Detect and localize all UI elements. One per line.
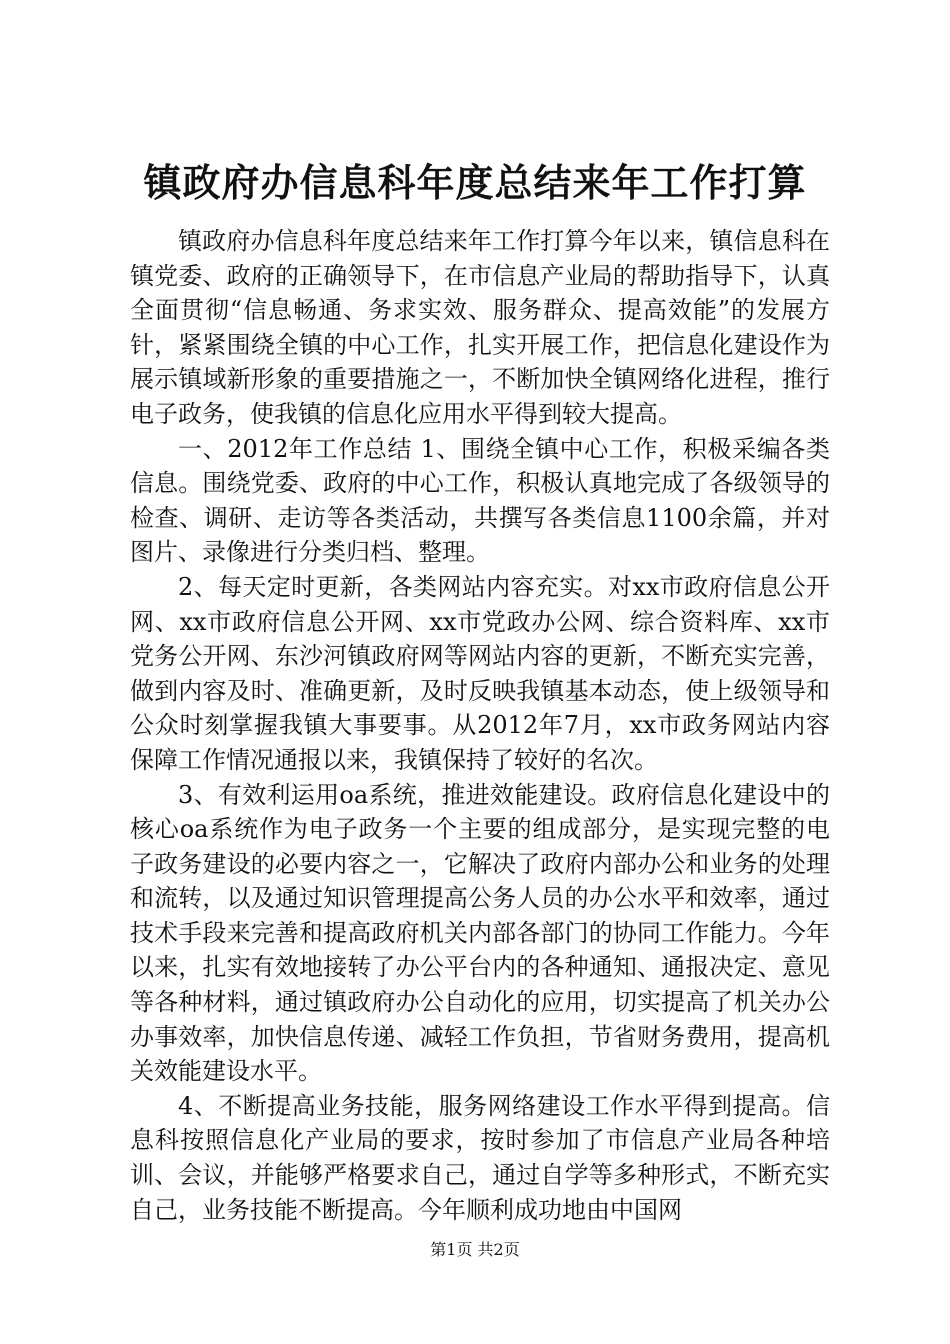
document-body <box>130 224 830 1227</box>
paragraph-section-4: 4、不断提高业务技能，服务网络建设工作水平得到提高。信息科按照信息化产业局的要求，按时参加了市信息产业局各种培训、会议，并能够严格要求自己，通过自学等多种形式，不断充实自己，业务技能不断提高。今年顺利成功地由中国网 <box>130 1091 830 1224</box>
paragraph-intro: 镇政府办信息科年度总结来年工作打算今年以来，镇信息科在镇党委、政府的正确领导下，在市信息产业局的帮助指导下，认真全面贯彻“信息畅通、务求实效、服务群众、提高效能”的发展方针，紧紧围绕全镇的中心工作，扎实开展工作，把信息化建设作为展示镇域新形象的重要措施之一，不断加快全镇网络化进程，推行电子政务，使我镇的信息化应用水平得到较大提高。 <box>130 227 830 428</box>
paragraph-section-1: 一、2012年工作总结 1、围绕全镇中心工作，积极采编各类信息。围绕党委、政府的中心工作，积极认真地完成了各级领导的检查、调研、走访等各类活动，共撰写各类信息1100余篇，并对图片、录像进行分类归档、整理。 <box>130 434 830 567</box>
document-title: 镇政府办信息科年度总结来年工作打算 <box>143 160 807 205</box>
paragraph-section-2: 2、每天定时更新，各类网站内容充实。对xx市政府信息公开网、xx市政府信息公开网、xx市党政办公网、综合资料库、xx市党务公开网、东沙河镇政府网等网站内容的更新，不断充实完善，做到内容及时、准确更新，及时反映我镇基本动态，使上级领导和公众时刻掌握我镇大事要事。从2012年7月，xx市政务网站内容保障工作情况通报以来，我镇保持了较好的名次。 <box>130 572 830 774</box>
paragraph-section-3: 3、有效利运用oa系统，推进效能建设。政府信息化建设中的核心oa系统作为电子政务一个主要的组成部分，是实现完整的电子政务建设的必要内容之一，它解决了政府内部办公和业务的处理和流转，以及通过知识管理提高公务人员的办公水平和效率，通过技术手段来完善和提高政府机关内部各部门的协同工作能力。今年以来，扎实有效地接转了办公平台内的各种通知、通报决定、意见等各种材料，通过镇政府办公自动化的应用，切实提高了机关办公办事效率，加快信息传递、减轻工作负担，节省财务费用，提高机关效能建设水平。 <box>130 780 830 1086</box>
page-footer: 第1页 共2页 <box>430 1240 520 1259</box>
